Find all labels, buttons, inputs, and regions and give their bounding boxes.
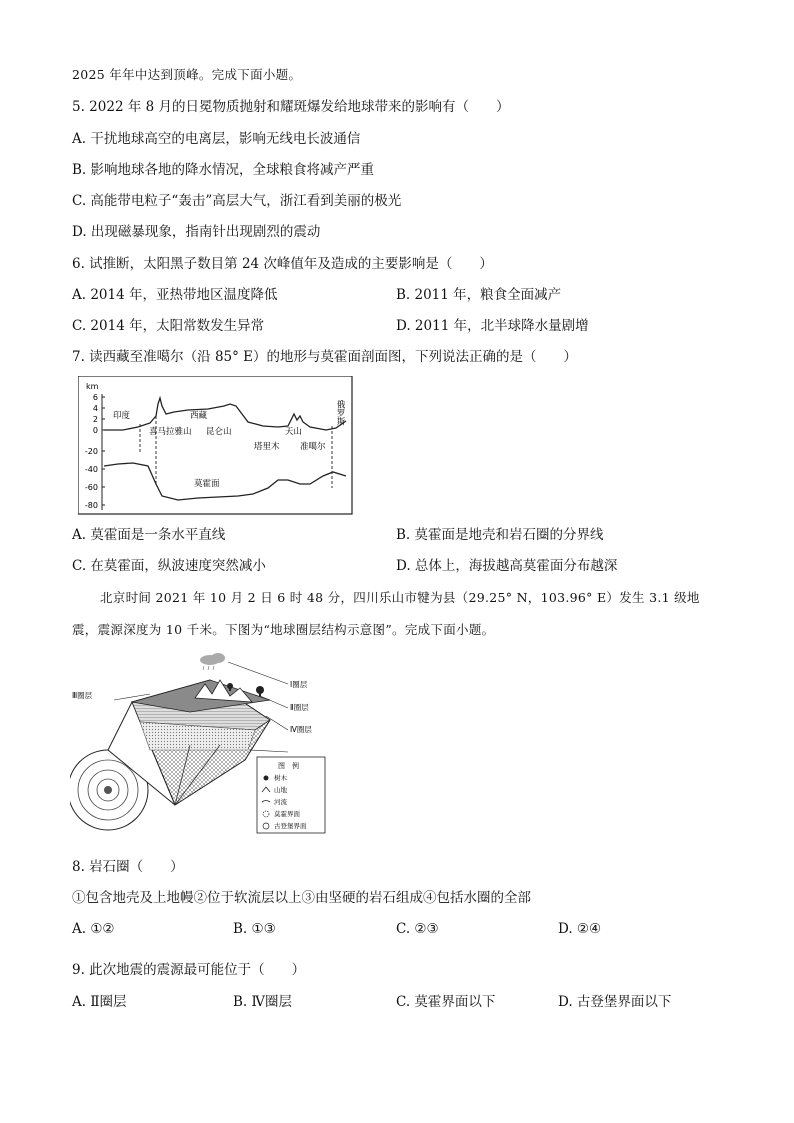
label-moho: 莫霍面 (194, 479, 220, 489)
label-tibet: 西藏 (190, 411, 208, 421)
tick-neg40: -40 (84, 465, 98, 474)
moho-profile-figure (78, 376, 354, 516)
legend (257, 757, 325, 833)
q8-statements: ①包含地壳及上地幔②位于软流层以上③由坚硬的岩石组成④包括水圈的全部 (72, 890, 531, 906)
tick-4: 4 (92, 404, 98, 413)
tick-6: 6 (92, 393, 98, 402)
q8-option-a: A. ①② (72, 921, 115, 937)
passage-line-2: 震，震源深度为 10 千米。下图为“地球圈层结构示意图”。完成下面小题。 (72, 622, 495, 637)
intro-line: 2025 年年中达到顶峰。完成下面小题。 (72, 67, 302, 82)
legend-item-tree: 树木 (274, 774, 287, 782)
q9-option-b: B. Ⅳ圈层 (233, 994, 292, 1010)
label-kunlun: 昆仑山 (206, 427, 232, 437)
legend-item-moho: 莫霍界面 (274, 810, 300, 818)
q7-option-c: C. 在莫霍面，纵波速度突然减小 (72, 558, 266, 574)
q7-option-a: A. 莫霍面是一条水平直线 (72, 527, 226, 543)
q6-option-a: A. 2014 年，亚热带地区温度降低 (72, 287, 278, 303)
q7-stem: 7. 读西藏至准噶尔（沿 85° E）的地形与莫霍面剖面图，下列说法正确的是（ ） (72, 349, 578, 365)
q8-stem: 8. 岩石圈（ ） (72, 859, 184, 875)
q8-option-b: B. ①③ (233, 921, 276, 937)
legend-tree-icon (264, 776, 269, 781)
label-india: 印度 (113, 411, 131, 421)
q6-option-b: B. 2011 年，粮食全面减产 (396, 287, 562, 303)
q6-option-d: D. 2011 年，北半球降水量剧增 (396, 318, 589, 334)
q5-option-b: B. 影响地球各地的降水情况，全球粮食将减产严重 (72, 162, 375, 178)
legend-item-gutenberg: 古登堡界面 (274, 822, 307, 830)
legend-item-river: 河流 (274, 798, 287, 806)
q6-stem: 6. 试推断，太阳黑子数目第 24 次峰值年及造成的主要影响是（ ） (72, 256, 493, 272)
q9-option-a: A. Ⅱ圈层 (72, 994, 127, 1010)
q9-stem: 9. 此次地震的震源最可能位于（ ） (72, 962, 306, 978)
q9-option-d: D. 古登堡界面以下 (558, 994, 672, 1010)
passage-line-1: 北京时间 2021 年 10 月 2 日 6 时 48 分，四川乐山市犍为县（29.25° N，103.96° E）发生 3.1 级地 (100, 590, 700, 605)
label-tarim: 塔里木 (254, 442, 280, 452)
q5-option-a: A. 干扰地球高空的电离层，影响无线电长波通信 (72, 131, 361, 147)
label-layer2: Ⅱ圈层 (290, 703, 309, 712)
q5-option-d: D. 出现磁暴现象，指南针出现剧烈的震动 (72, 224, 321, 240)
legend-title: 图 例 (278, 762, 299, 770)
earth-layers-figure (70, 650, 332, 836)
label-himalaya: 喜马拉雅山 (149, 427, 192, 437)
q5-stem: 5. 2022 年 8 月的日冕物质抛射和耀斑爆发给地球带来的影响有（ ） (72, 99, 510, 115)
q8-option-c: C. ②③ (396, 921, 439, 937)
unit-label: km (86, 382, 99, 391)
q7-option-b: B. 莫霍面是地壳和岩石圈的分界线 (396, 527, 604, 543)
legend-item-mountain: 山地 (274, 786, 287, 794)
tick-2: 2 (92, 415, 98, 424)
tick-neg80: -80 (84, 501, 98, 510)
label-layer3: Ⅲ圈层 (72, 691, 93, 700)
q9-option-c: C. 莫霍界面以下 (396, 994, 496, 1010)
label-junggar: 准噶尔 (300, 442, 326, 452)
label-layer4: Ⅳ圈层 (290, 725, 312, 734)
tick-neg60: -60 (84, 483, 98, 492)
tick-0: 0 (92, 426, 98, 435)
q5-option-c: C. 高能带电粒子“轰击”高层大气，浙江看到美丽的极光 (72, 193, 402, 209)
q7-option-d: D. 总体上，海拔越高莫霍面分布越深 (396, 558, 618, 574)
label-russia: 俄罗斯 (335, 400, 345, 426)
q8-option-d: D. ②④ (558, 921, 602, 937)
label-layer1: Ⅰ圈层 (290, 680, 308, 689)
tick-neg20: -20 (84, 447, 98, 456)
q6-option-c: C. 2014 年，太阳常数发生异常 (72, 318, 265, 334)
label-tianshan: 天山 (285, 427, 303, 437)
cloud-icon (200, 653, 225, 670)
